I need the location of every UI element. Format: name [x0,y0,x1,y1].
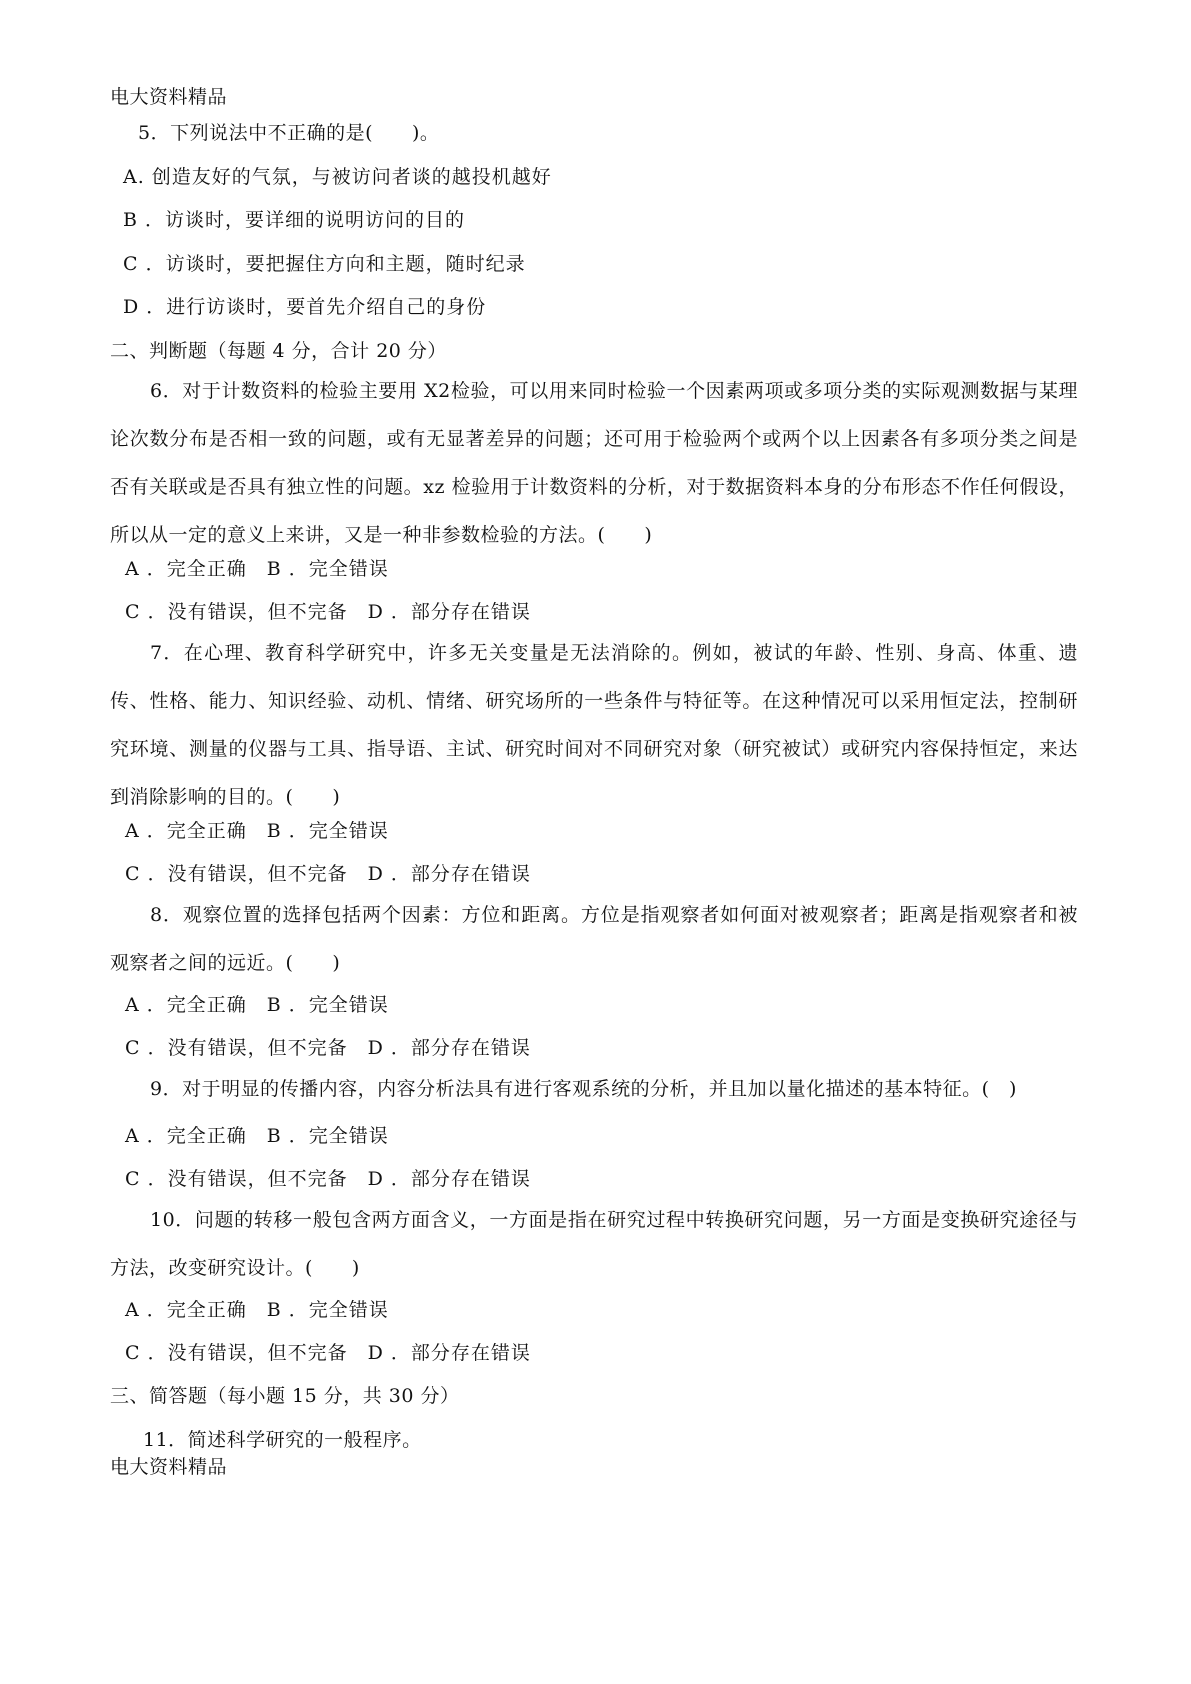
question-7: 7．在心理、教育科学研究中，许多无关变量是无法消除的。例如，被试的年龄、性别、身高、体重、遗传、性格、能力、知识经验、动机、情绪、研究场所的一些条件与特征等。在这种情况可以采用恒定法，控制研究环境、测量的仪器与工具、指导语、主试、研究时间对不同研究对象（研究被试）或研究内容保持恒定，来达到消除影响的目的。( ) [110,642,1078,808]
question-7-options-row-2: C ．没有错误，但不完备 D ．部分存在错误 [125,863,531,885]
question-5-stem: 5．下列说法中不正确的是( )。 [138,122,440,144]
question-7-options-row-1: A ．完全正确 B ．完全错误 [125,820,389,842]
question-5-option-a: A. 创造友好的气氛，与被访问者谈的越投机越好 [123,166,552,188]
question-6-options-row-2: C ．没有错误，但不完备 D ．部分存在错误 [125,601,531,623]
question-9-options-row-1: A ．完全正确 B ．完全错误 [125,1125,389,1147]
question-11: 11．简述科学研究的一般程序。 [143,1429,422,1451]
page-footer: 电大资料精品 [110,1456,228,1478]
question-5-option-c: C ．访谈时，要把握住方向和主题，随时纪录 [123,253,526,275]
question-9: 9．对于明显的传播内容，内容分析法具有进行客观系统的分析，并且加以量化描述的基本特征。( ) [150,1078,1017,1100]
question-9-options-row-2: C ．没有错误，但不完备 D ．部分存在错误 [125,1168,531,1190]
question-8: 8．观察位置的选择包括两个因素：方位和距离。方位是指观察者如何面对被观察者；距离是指观察者和被观察者之间的远近。( ) [110,904,1078,974]
question-10: 10．问题的转移一般包含两方面含义，一方面是指在研究过程中转换研究问题，另一方面是变换研究途径与方法，改变研究设计。( ) [110,1209,1078,1279]
section-3-heading: 三、简答题（每小题 15 分，共 30 分） [110,1385,460,1407]
question-5-option-b: B ．访谈时，要详细的说明访问的目的 [123,209,466,231]
section-2-heading: 二、判断题（每题 4 分，合计 20 分） [110,340,447,362]
page-header: 电大资料精品 [110,86,228,108]
question-10-options-row-2: C ．没有错误，但不完备 D ．部分存在错误 [125,1342,531,1364]
question-6-options-row-1: A ．完全正确 B ．完全错误 [125,558,389,580]
question-8-options-row-1: A ．完全正确 B ．完全错误 [125,994,389,1016]
question-10-options-row-1: A ．完全正确 B ．完全错误 [125,1299,389,1321]
question-5-option-d: D ．进行访谈时，要首先介绍自己的身份 [123,296,487,318]
question-6: 6．对于计数资料的检验主要用 X2检验，可以用来同时检验一个因素两项或多项分类的实际观测数据与某理论次数分布是否相一致的问题，或有无显著差异的问题；还可用于检验两个或两个以上因素各有多项分类之间是否有关联或是否具有独立性的问题。xz 检验用于计数资料的分析，对于数据资料本身的分布形态不作任何假设，所以从一定的意义上来讲，又是一种非参数检验的方法。( ) [110,380,1078,546]
question-8-options-row-2: C ．没有错误，但不完备 D ．部分存在错误 [125,1037,531,1059]
